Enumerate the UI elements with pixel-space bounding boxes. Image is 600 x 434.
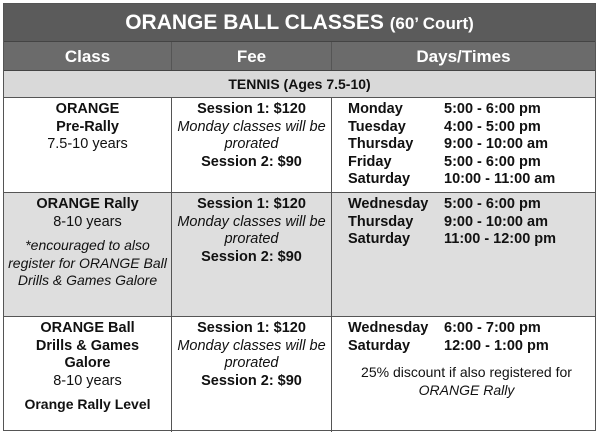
schedule-time: 11:00 - 12:00 pm [444, 231, 557, 248]
schedule-day: Saturday [348, 171, 411, 188]
schedule-time: 9:00 - 10:00 am [444, 136, 548, 153]
table-row [4, 98, 595, 193]
schedule-time: 9:00 - 10:00 am [444, 213, 548, 230]
schedule-day: Tuesday [348, 118, 406, 135]
fee-session-1: Session 1: $120 [197, 196, 306, 212]
fee-session-2: Session 2: $90 [201, 153, 302, 170]
title-sub: (60’ Court) [389, 14, 474, 33]
class-name: ORANGE Ball [40, 320, 135, 336]
fee-cell [172, 193, 332, 316]
classes-table [3, 3, 596, 431]
class-name: Galore [64, 355, 111, 372]
class-cell [4, 193, 172, 316]
schedule-day: Monday [348, 101, 403, 117]
schedule-day: Saturday [348, 337, 411, 354]
class-note: *encouraged to also register for ORANGE Ball Drills & Games Galore [8, 237, 167, 289]
schedule-day: Wednesday [348, 320, 429, 336]
class-cell [4, 98, 172, 192]
schedule-line [348, 171, 595, 189]
class-age: 7.5-10 years [47, 136, 128, 153]
discount-target: ORANGE Rally [418, 381, 515, 398]
fee-note: Monday classes will be prorated [177, 337, 326, 372]
schedule-line [348, 136, 595, 154]
class-name: ORANGE Rally [36, 196, 139, 212]
schedule-day: Wednesday [348, 196, 429, 212]
schedule-line [348, 320, 595, 338]
class-cell [4, 317, 172, 432]
schedule-time: 5:00 - 6:00 pm [444, 101, 541, 117]
table-title [4, 4, 595, 42]
header-row [4, 42, 595, 71]
schedule-line [348, 231, 595, 249]
schedule-time: 6:00 - 7:00 pm [444, 320, 541, 336]
discount-text: 25% discount if also registered for [361, 364, 572, 381]
fee-session-1: Session 1: $120 [197, 320, 306, 336]
fee-cell [172, 98, 332, 192]
schedule-time: 4:00 - 5:00 pm [444, 118, 541, 135]
fee-session-2: Session 2: $90 [201, 372, 302, 389]
schedule-day: Friday [348, 153, 392, 170]
class-name: ORANGE [55, 101, 120, 117]
schedule-day: Saturday [348, 231, 411, 248]
fee-note: Monday classes will be prorated [177, 213, 326, 248]
schedule-cell [332, 317, 595, 432]
table-row [4, 193, 595, 317]
fee-note: Monday classes will be prorated [177, 118, 326, 153]
class-age: 8-10 years [53, 372, 122, 389]
class-level: Orange Rally Level [24, 396, 151, 413]
header-class: Class [4, 42, 172, 70]
table-row [4, 317, 595, 432]
section-header: TENNIS (Ages 7.5-10) [4, 71, 595, 98]
header-days-times: Days/Times [416, 47, 511, 66]
schedule-time: 5:00 - 6:00 pm [444, 196, 541, 212]
schedule-day: Thursday [348, 136, 414, 153]
schedule-cell [332, 98, 595, 192]
fee-session-2: Session 2: $90 [201, 248, 302, 265]
schedule-day: Thursday [348, 213, 414, 230]
schedule-cell [332, 193, 595, 316]
fee-session-1: Session 1: $120 [197, 101, 306, 117]
schedule-line [348, 119, 595, 137]
discount-note [348, 364, 595, 399]
class-name: Pre-Rally [56, 118, 119, 135]
class-age: 8-10 years [53, 213, 122, 230]
schedule-line [348, 101, 595, 119]
schedule-line [348, 196, 595, 214]
schedule-line [348, 338, 595, 356]
schedule-line [348, 214, 595, 232]
header-fee: Fee [172, 42, 332, 70]
class-name: Drills & Games [35, 337, 140, 354]
fee-cell [172, 317, 332, 432]
schedule-time: 5:00 - 6:00 pm [444, 153, 541, 170]
schedule-time: 12:00 - 1:00 pm [444, 337, 549, 354]
schedule-time: 10:00 - 11:00 am [444, 171, 556, 188]
title-main: ORANGE BALL CLASSES [125, 11, 384, 34]
schedule-line [348, 154, 595, 172]
